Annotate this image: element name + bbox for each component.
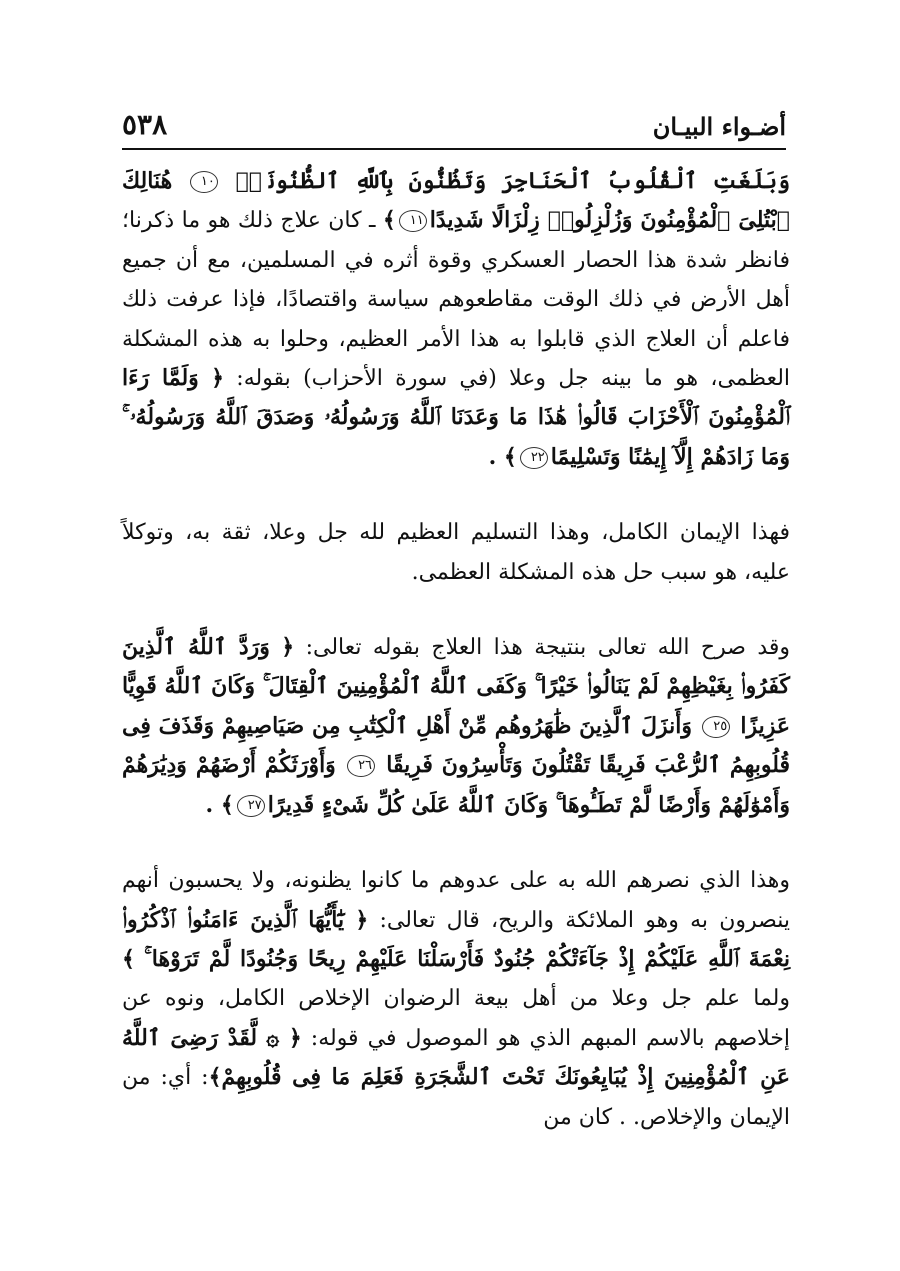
quran-verse: هُنَالِكَ ٱبْتُلِىَ ٱلْمُؤْمِنُونَ وَزُلْزِلُوا۟ زِلْزَالًا شَدِيدًا xyxy=(122,168,791,234)
quran-close-brace: ﴾ . xyxy=(205,791,234,818)
quran-open-brace: ﴿ xyxy=(281,634,295,661)
paragraph-3 xyxy=(122,628,790,825)
body-text-run: : أي: من الإيمان والإخلاص. . كان من xyxy=(122,1065,790,1130)
running-title: أضـواء البيـان xyxy=(652,112,786,141)
body-text-run: ـ كان علاج ذلك هو ما ذكرنا؛ فانظر شدة هذا الحصار العسكري وقوة أثره في المسلمين، مع أن جميع أهل الأرض في ذلك الوقت مقاطعوهم سياسة واقتصادًا، فإذا عرفت ذلك فاعلم أن العلاج الذي قابلوا به هذا الأمر العظيم، وحلوا به هذه المشكلة العظمى، هو ما بينه جل وعلا (في سورة الأحزاب) بقوله: xyxy=(122,208,791,392)
verse-number-marker: ٢٧ xyxy=(237,795,265,817)
verse-number-marker: ٢٢ xyxy=(520,447,548,469)
paragraph-2 xyxy=(122,513,790,592)
paragraph-4 xyxy=(122,861,790,1137)
quran-open-brace: ﴿ ۞ xyxy=(266,1024,302,1051)
quran-verse: وَأَوْرَثَكُمْ أَرْضَهُمْ وَدِيَٰرَهُمْ وَأَمْوَٰلَهُمْ وَأَرْضًا لَّمْ تَطَـُٔوهَا ۚ وَكَانَ ٱللَّهُ عَلَىٰ كُلِّ شَىْءٍ قَدِيرًا xyxy=(122,752,790,818)
quran-close-brace: ﴾ xyxy=(382,207,396,234)
quran-verse: وَرَدَّ ٱللَّهُ ٱلَّذِينَ كَفَرُوا۟ بِغَيْظِهِمْ لَمْ يَنَالُوا۟ خَيْرًا ۚ وَكَفَى ٱللَّهُ ٱلْمُؤْمِنِينَ ٱلْقِتَالَ ۚ وَكَانَ ٱللَّهُ قَوِيًّا عَزِيزًا xyxy=(122,634,790,739)
quran-close-brace: ﴾ xyxy=(122,945,135,972)
quran-open-brace: ﴿ xyxy=(211,365,224,392)
verse-number-marker: ٢٦ xyxy=(347,755,375,777)
verse-number-marker: ٢٥ xyxy=(702,716,730,738)
quran-verse: وَأَنزَلَ ٱلَّذِينَ ظَٰهَرُوهُم مِّنْ أَهْلِ ٱلْكِتَٰبِ مِن صَيَاصِيهِمْ وَقَذَفَ فِى قُلُوبِهِمُ ٱلرُّعْبَ فَرِيقًا تَقْتُلُونَ وَتَأْسِرُونَ فَرِيقًا xyxy=(122,712,790,779)
quran-verse: يَٰٓأَيُّهَا ٱلَّذِينَ ءَامَنُوا۟ ٱذْكُرُوا۟ نِعْمَةَ ٱللَّهِ عَلَيْكُمْ إِذْ جَآءَتْكُمْ جُنُودٌ فَأَرْسَلْنَا عَلَيْهِمْ رِيحًا وَجُنُودًا لَّمْ تَرَوْهَا ۚ xyxy=(122,906,790,972)
quran-close-brace: ﴾ xyxy=(208,1064,222,1091)
quran-close-brace: ﴾ . xyxy=(488,443,517,470)
quran-open-brace: ﴿ xyxy=(355,906,369,933)
body-text xyxy=(122,162,790,1137)
body-text-run: فهذا الإيمان الكامل، وهذا التسليم العظيم لله جل وعلا، ثقة به، وتوكلاً عليه، هو سبب حل هذه المشكلة العظمى. xyxy=(122,520,790,585)
paragraph-1 xyxy=(122,162,790,477)
verse-number-marker: ١١ xyxy=(399,210,427,232)
quran-verse: وَلَمَّا رَءَا ٱلْمُؤْمِنُونَ ٱلْأَحْزَابَ قَالُوا۟ هَٰذَا مَا وَعَدَنَا ٱللَّهُ وَرَسُولُهُۥ وَصَدَقَ ٱللَّهُ وَرَسُولُهُۥ ۚ وَمَا زَادَهُمْ إِلَّآ إِيمَٰنًا وَتَسْلِيمًا xyxy=(122,365,790,470)
quran-verse: لَّقَدْ رَضِىَ ٱللَّهُ عَنِ ٱلْمُؤْمِنِينَ إِذْ يُبَايِعُونَكَ تَحْتَ ٱلشَّجَرَةِ فَعَلِمَ مَا فِى قُلُوبِهِمْ xyxy=(122,1024,790,1091)
page-header xyxy=(122,106,786,150)
quran-verse: وَبَلَغَتِ ٱلْقُلُوبُ ٱلْحَنَاجِرَ وَتَظُنُّونَ بِٱللَّهِ ٱلظُّنُونَا۠ xyxy=(235,168,790,194)
body-text-run: وهذا الذي نصرهم الله به على عدوهم ما كانوا يظنونه، ولا يحسبون أنهم ينصرون به وهو الملائكة والريح، قال تعالى: xyxy=(122,868,791,933)
verse-number-marker: ١٠ xyxy=(190,171,218,193)
body-text-run: ولما علم جل وعلا من أهل بيعة الرضوان الإخلاص الكامل، ونوه عن إخلاصهم بالاسم المبهم الذي هو الموصول في قوله: xyxy=(122,986,790,1051)
body-text-run: وقد صرح الله تعالى بنتيجة هذا العلاج بقوله تعالى: xyxy=(305,635,791,661)
page-number: ٥٣٨ xyxy=(122,108,168,141)
